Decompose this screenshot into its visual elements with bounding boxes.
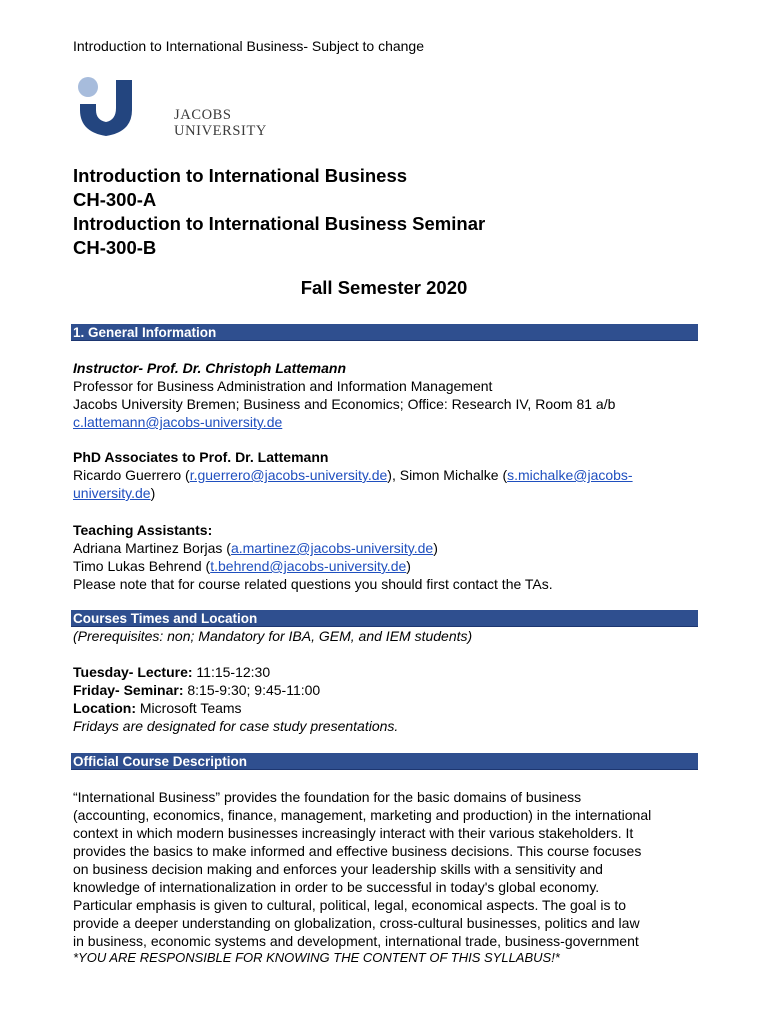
description-line: (accounting, economics, finance, management, marketing and production) in the international (73, 807, 652, 823)
ta-heading: Teaching Assistants: (73, 522, 213, 538)
instructor-block (73, 359, 703, 431)
ta-1-close: ) (433, 540, 438, 556)
description-line: Particular emphasis is given to cultural, political, legal, economical aspects. The goal is to (73, 897, 627, 913)
phd-associates-block (73, 448, 703, 502)
location-value: Microsoft Teams (136, 700, 242, 716)
description-line: context in which modern businesses increasingly interact with their various stakeholders. It (73, 825, 634, 841)
logo-wordmark (174, 107, 267, 139)
description-line: knowledge of internationalization in order to be successful in today's global economy. (73, 879, 600, 895)
course-code-a: CH-300-A (73, 189, 157, 210)
course-description-paragraph (73, 788, 698, 950)
course-code-b: CH-300-B (73, 237, 157, 258)
seminar-title: Introduction to International Business Seminar (73, 213, 486, 234)
phd-name-2: ), Simon Michalke ( (387, 467, 508, 483)
prerequisites-note: (Prerequisites: non; Mandatory for IBA, GEM, and IEM students) (73, 628, 473, 644)
lecture-label: Tuesday- Lecture: (73, 664, 193, 680)
ta-1-name: Adriana Martinez Borjas ( (73, 540, 231, 556)
course-title-block (73, 164, 485, 260)
description-line: “International Business” provides the foundation for the basic domains of business (73, 789, 582, 805)
description-line: on business decision making and enforces your leadership skills with a sensitivity and (73, 861, 603, 877)
phd-heading: PhD Associates to Prof. Dr. Lattemann (73, 449, 329, 465)
phd-email-1-link[interactable]: r.guerrero@jacobs-university.de (189, 467, 388, 483)
section-course-times: Courses Times and Location (71, 610, 698, 627)
section-general-information: 1. General Information (71, 324, 698, 341)
phd-name-1: Ricardo Guerrero ( (73, 467, 190, 483)
ta-2-close: ) (406, 558, 411, 574)
ta-2-email-link[interactable]: t.behrend@jacobs-university.de (210, 558, 407, 574)
instructor-office: Jacobs University Bremen; Business and Economics; Office: Research IV, Room 81 a/b (73, 396, 616, 412)
times-block (73, 627, 703, 735)
semester-heading: Fall Semester 2020 (300, 277, 468, 298)
fridays-note: Fridays are designated for case study presentations. (73, 718, 399, 734)
ta-note: Please note that for course related questions you should first contact the TAs. (73, 576, 553, 592)
lecture-time: 11:15-12:30 (192, 664, 271, 680)
logo-line-jacobs: JACOBS (174, 107, 232, 123)
logo-line-university: UNIVERSITY (174, 123, 267, 139)
instructor-heading: Instructor- Prof. Dr. Christoph Lattemann (73, 360, 347, 376)
course-title: Introduction to International Business (73, 165, 408, 186)
location-label: Location: (73, 700, 136, 716)
instructor-role: Professor for Business Administration and Information Management (73, 378, 493, 394)
teaching-assistants-block (73, 521, 703, 593)
ta-1-email-link[interactable]: a.martinez@jacobs-university.de (230, 540, 434, 556)
description-line: provide a deeper understanding on globalization, cross-cultural businesses, politics and law (73, 915, 640, 931)
phd-email-2-link-part2[interactable]: university.de (73, 485, 151, 501)
description-line: provides the basics to make informed and effective business decisions. This course focuses (73, 843, 642, 859)
seminar-time: 8:15-9:30; 9:45-11:00 (183, 682, 321, 698)
description-line: in business, economic systems and development, international trade, business-government (73, 933, 639, 949)
ta-2-name: Timo Lukas Behrend ( (73, 558, 211, 574)
syllabus-responsibility-note: *YOU ARE RESPONSIBLE FOR KNOWING THE CONTENT OF THIS SYLLABUS!* (73, 950, 560, 965)
instructor-email-link[interactable]: c.lattemann@jacobs-university.de (73, 414, 283, 430)
seminar-label: Friday- Seminar: (73, 682, 184, 698)
section-course-description: Official Course Description (71, 753, 698, 770)
jacobs-university-logo (76, 74, 267, 140)
phd-close-paren: ) (150, 485, 156, 501)
running-header: Introduction to International Business- Subject to change (73, 38, 424, 54)
phd-email-2-link-part1[interactable]: s.michalke@jacobs- (507, 467, 633, 483)
jacobs-logo-icon (76, 74, 172, 140)
